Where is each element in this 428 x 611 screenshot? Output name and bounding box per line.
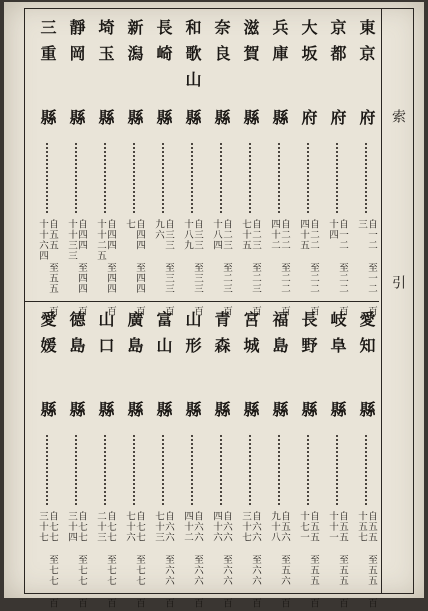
page-range: 自三三 至三三 百十八九: [182, 219, 203, 317]
index-entry: [266, 311, 292, 611]
leader-dots: [249, 435, 251, 505]
index-entry: [63, 19, 89, 319]
prefecture-name: 富山: [154, 311, 173, 363]
index-entry: [150, 311, 176, 611]
prefecture-name: 山形: [183, 311, 202, 363]
leader-dots: [336, 435, 338, 505]
prefecture-name: 長野: [299, 311, 318, 363]
prefecture-suffix: 縣: [67, 109, 86, 125]
page-range: 自一二 至一二 百三: [356, 219, 377, 317]
prefecture-name: 宮城: [241, 311, 260, 363]
leader-dots: [162, 435, 164, 505]
prefecture-suffix: 縣: [38, 401, 57, 417]
prefecture-name: 滋賀: [241, 19, 260, 71]
index-title-char-2: 引: [390, 275, 406, 289]
leader-dots: [133, 143, 135, 213]
leader-dots: [133, 435, 135, 505]
index-entry: [34, 311, 60, 611]
leader-dots: [278, 143, 280, 213]
prefecture-name: 靜岡: [67, 19, 86, 71]
index-entry: [208, 311, 234, 611]
index-entry: [324, 311, 350, 611]
prefecture-name: 福島: [270, 311, 289, 363]
prefecture-suffix: 縣: [241, 109, 260, 125]
prefecture-name: 奈良: [212, 19, 231, 71]
prefecture-name: 青森: [212, 311, 231, 363]
page-range: 自五六 至五六 百九十八: [269, 511, 290, 609]
prefecture-suffix: 縣: [96, 401, 115, 417]
leader-dots: [104, 435, 106, 505]
page-range: 自二二 至二二 百四十二: [269, 219, 290, 317]
index-entry: [353, 19, 379, 319]
prefecture-suffix: 縣: [241, 401, 260, 417]
index-entry: [353, 311, 379, 611]
prefecture-suffix: 府: [357, 109, 376, 125]
leader-dots: [365, 435, 367, 505]
index-entry: [237, 19, 263, 319]
page-range: 自六六 至六六 百三十七: [240, 511, 261, 609]
page-range: 自二二 至二二 百四十五: [298, 219, 319, 317]
leader-dots: [104, 143, 106, 213]
page-range: 自五五 至五五 百十十六四: [37, 219, 58, 317]
leader-dots: [46, 435, 48, 505]
page-range: 自五五 至五五 百十七一: [298, 511, 319, 609]
page-frame: [24, 8, 414, 609]
index-entry: [237, 311, 263, 611]
index-entry: [92, 311, 118, 611]
page-range: 自一二 至二二 百十四: [327, 219, 348, 317]
prefecture-name: 埼玉: [96, 19, 115, 71]
index-entry: [295, 19, 321, 319]
prefecture-name: 新潟: [125, 19, 144, 71]
index-entry: [179, 311, 205, 611]
index-page: [4, 2, 424, 609]
prefecture-suffix: 縣: [154, 401, 173, 417]
prefecture-name: 兵庫: [270, 19, 289, 71]
index-entry: [179, 19, 205, 319]
page-range: 自二三 至二三 百十八四: [211, 219, 232, 317]
prefecture-suffix: 縣: [328, 401, 347, 417]
prefecture-suffix: 縣: [270, 401, 289, 417]
prefecture-name: 廣島: [125, 311, 144, 363]
prefecture-name: 岐阜: [328, 311, 347, 363]
index-entry: [324, 19, 350, 319]
prefecture-name: 山口: [96, 311, 115, 363]
prefecture-suffix: 府: [299, 109, 318, 125]
index-entry: [150, 19, 176, 319]
prefecture-suffix: 縣: [212, 401, 231, 417]
prefecture-suffix: 縣: [299, 401, 318, 417]
prefecture-name: 大坂: [299, 19, 318, 71]
page-range: 自五五 至五五 百十五七: [356, 511, 377, 609]
prefecture-name: 三重: [38, 19, 57, 71]
page-range: 自四四 至四四 百七: [124, 219, 145, 317]
page-range: 自六六 至六六 百四十六: [211, 511, 232, 609]
leader-dots: [278, 435, 280, 505]
index-entry: [121, 311, 147, 611]
leader-dots: [75, 143, 77, 213]
page-range: 自六六 至六六 百四十二: [182, 511, 203, 609]
page-range: 自七七 至七七 百七十六: [124, 511, 145, 609]
index-title: [381, 99, 415, 299]
prefecture-suffix: 縣: [183, 401, 202, 417]
index-entry: [63, 311, 89, 611]
prefecture-name: 京都: [328, 19, 347, 71]
page-range: 自七七 至七七 百三十四: [66, 511, 87, 609]
leader-dots: [365, 143, 367, 213]
leader-dots: [220, 435, 222, 505]
index-entry: [121, 19, 147, 319]
leader-dots: [249, 143, 251, 213]
page-range: 自二三 至二三 百七十五: [240, 219, 261, 317]
leader-dots: [162, 143, 164, 213]
prefecture-name: 愛知: [357, 311, 376, 363]
page-range: 自六六 至六六 百七十三: [153, 511, 174, 609]
leader-dots: [191, 143, 193, 213]
page-range: 自七七 至七七 百二十三: [95, 511, 116, 609]
index-entry: [208, 19, 234, 319]
prefecture-name: 德島: [67, 311, 86, 363]
prefecture-name: 東京: [357, 19, 376, 71]
leader-dots: [220, 143, 222, 213]
leader-dots: [191, 435, 193, 505]
index-title-char-1: 索: [390, 109, 406, 123]
prefecture-suffix: 縣: [154, 109, 173, 125]
leader-dots: [75, 435, 77, 505]
page-range: 自三三 至三三 百九六: [153, 219, 174, 317]
index-entry: [295, 311, 321, 611]
index-entry: [92, 19, 118, 319]
page-range: 自四四 至四四 百十十二五: [95, 219, 116, 317]
prefecture-suffix: 縣: [38, 109, 57, 125]
page-range: 自四四 至四四 百十十三三: [66, 219, 87, 317]
prefecture-suffix: 縣: [96, 109, 115, 125]
leader-dots: [46, 143, 48, 213]
prefecture-suffix: 縣: [67, 401, 86, 417]
leader-dots: [336, 143, 338, 213]
index-entry: [34, 19, 60, 319]
prefecture-suffix: 縣: [212, 109, 231, 125]
prefecture-suffix: 府: [328, 109, 347, 125]
prefecture-suffix: 縣: [125, 109, 144, 125]
leader-dots: [307, 143, 309, 213]
prefecture-name: 愛媛: [38, 311, 57, 363]
page-range: 自五五 至五五 百十十一: [327, 511, 348, 609]
page-range: 自七七 至七七 百三十七: [37, 511, 58, 609]
index-entry: [266, 19, 292, 319]
prefecture-suffix: 縣: [270, 109, 289, 125]
prefecture-suffix: 縣: [357, 401, 376, 417]
leader-dots: [307, 435, 309, 505]
side-rule: [381, 9, 382, 593]
prefecture-name: 長崎: [154, 19, 173, 71]
prefecture-name: 和歌山: [183, 19, 202, 97]
prefecture-suffix: 縣: [183, 109, 202, 125]
prefecture-suffix: 縣: [125, 401, 144, 417]
